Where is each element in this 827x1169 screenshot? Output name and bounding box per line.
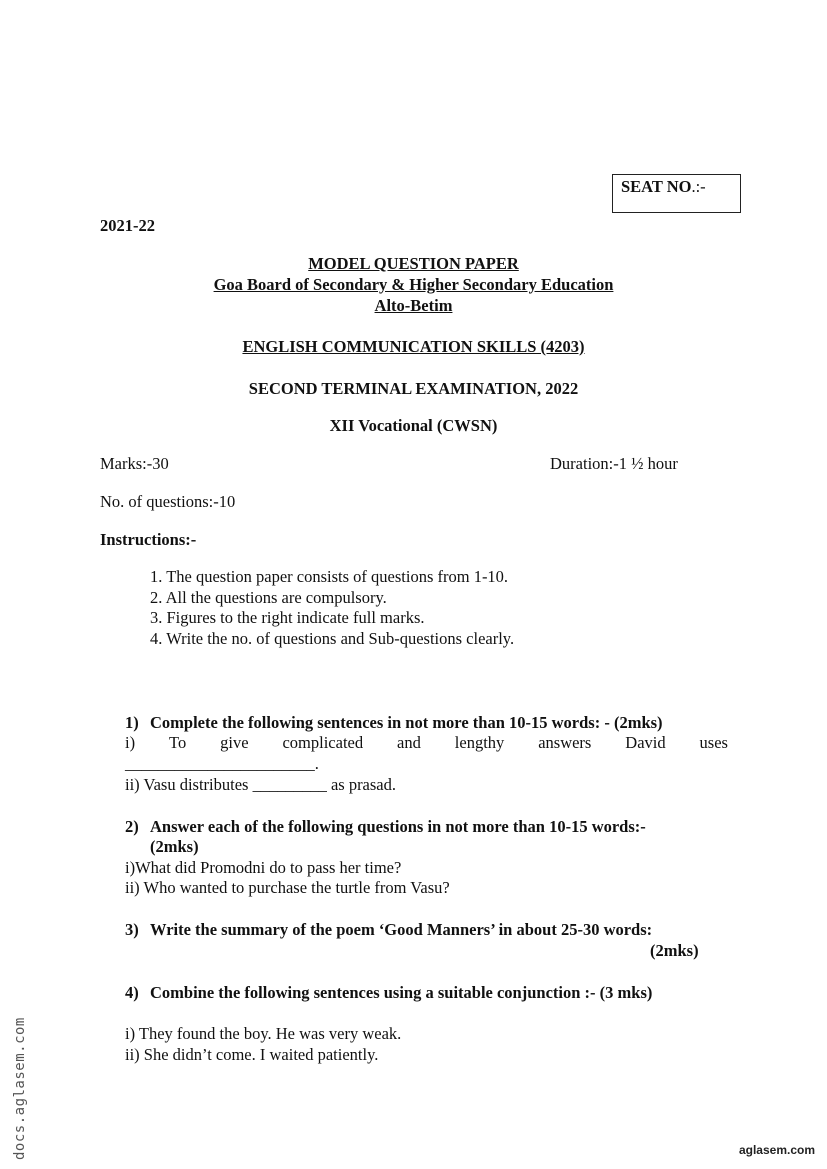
question-1 [125, 713, 663, 733]
question-4 [125, 983, 652, 1003]
class-name: XII Vocational (CWSN) [329, 416, 498, 435]
seat-number-suffix: .:- [691, 177, 706, 196]
question-2-sub-i: i)What did Promodni do to pass her time? [125, 858, 402, 877]
question-number: 3) [125, 920, 139, 939]
question-text: Combine the following sentences using a suitable conjunction :- (3 mks) [150, 983, 653, 1002]
question-4-sub-ii: ii) She didn’t come. I waited patiently. [125, 1045, 379, 1064]
paper-title: MODEL QUESTION PAPER [308, 254, 519, 273]
exam-name: SECOND TERMINAL EXAMINATION, 2022 [248, 379, 579, 398]
word: answers [538, 733, 592, 752]
site-watermark: docs.aglasem.com [12, 1017, 28, 1160]
question-2 [125, 817, 646, 837]
instruction-item: 3. Figures to the right indicate full marks. [150, 608, 425, 627]
subject-title: ENGLISH COMMUNICATION SKILLS (4203) [242, 337, 585, 356]
word: lengthy [454, 733, 505, 752]
word: and [397, 733, 421, 752]
question-1-sub-i [125, 733, 728, 753]
instructions-heading: Instructions:- [100, 530, 197, 549]
answer-blank: _______________________. [125, 754, 319, 773]
question-2-marks: (2mks) [150, 837, 199, 856]
brand-logo-text: aglasem.com [738, 1143, 815, 1157]
question-number: 2) [125, 817, 139, 836]
seat-number-label: SEAT NO [621, 177, 692, 196]
question-text: Answer each of the following questions in not more than 10-15 words:- [150, 817, 646, 836]
exam-duration: Duration:-1 ½ hour [550, 454, 678, 473]
total-marks: Marks:-30 [100, 454, 169, 473]
word: uses [699, 733, 728, 752]
question-3-marks: (2mks) [650, 941, 699, 960]
question-number: 1) [125, 713, 139, 732]
academic-year: 2021-22 [100, 216, 155, 235]
instruction-item: 1. The question paper consists of questions from 1-10. [150, 567, 509, 586]
number-of-questions: No. of questions:-10 [100, 492, 236, 511]
seat-number-box [612, 174, 741, 213]
word: To [169, 733, 187, 752]
question-text: Write the summary of the poem ‘Good Manners’ in about 25-30 words: [150, 920, 653, 939]
question-3 [125, 920, 652, 940]
instruction-item: 4. Write the no. of questions and Sub-questions clearly. [150, 629, 515, 648]
question-number: 4) [125, 983, 139, 1002]
question-1-sub-ii: ii) Vasu distributes _________ as prasad. [125, 775, 397, 794]
word: complicated [282, 733, 364, 752]
instruction-item: 2. All the questions are compulsory. [150, 588, 387, 607]
word: i) [125, 733, 136, 752]
word: David [625, 733, 666, 752]
question-4-sub-i: i) They found the boy. He was very weak. [125, 1024, 402, 1043]
word: give [220, 733, 249, 752]
board-name: Goa Board of Secondary & Higher Secondary Education [213, 275, 614, 294]
board-location: Alto-Betim [374, 296, 453, 315]
question-2-sub-ii: ii) Who wanted to purchase the turtle from Vasu? [125, 878, 450, 897]
question-text: Complete the following sentences in not more than 10-15 words: - (2mks) [150, 713, 663, 732]
